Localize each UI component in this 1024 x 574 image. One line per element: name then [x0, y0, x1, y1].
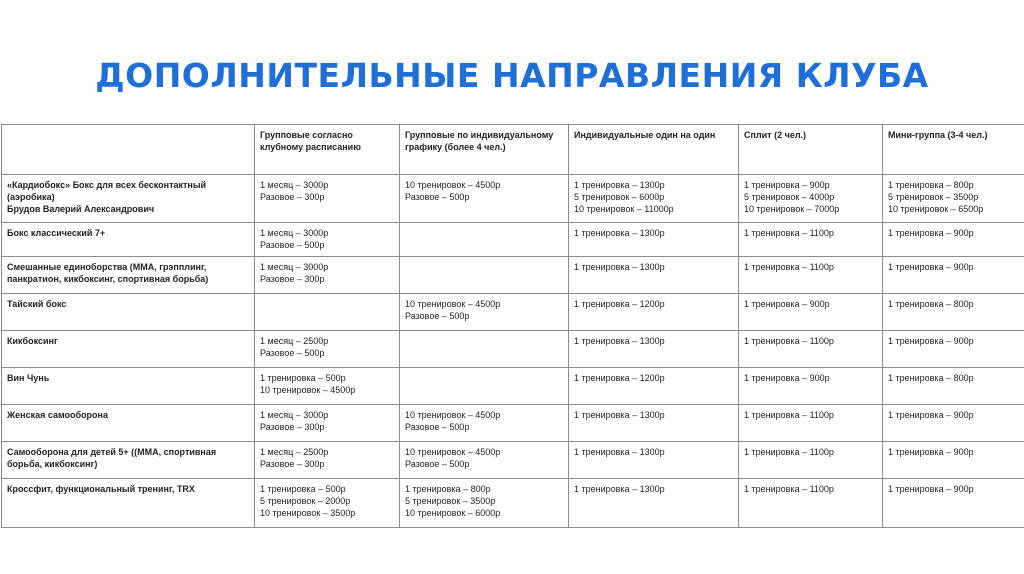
direction-name-line: Кикбоксинг: [7, 336, 58, 346]
price-line: 1 тренировка – 900р: [744, 299, 830, 309]
price-line: 1 тренировка – 1300р: [574, 180, 665, 190]
table-row: [2, 442, 1024, 479]
price-line: Разовое – 500р: [405, 422, 470, 432]
price-line: 1 тренировка – 900р: [888, 410, 974, 420]
header-cell: Индивидуальные один на один: [569, 125, 739, 175]
direction-name-line: Тайский бокс: [7, 299, 67, 309]
table-row: [2, 175, 1024, 223]
price-line: 10 тренировок – 4500р: [260, 385, 356, 395]
direction-name-cell: [2, 294, 255, 331]
table-row: [2, 331, 1024, 368]
price-line: 10 тренировок – 7000р: [744, 204, 840, 214]
price-cell: [739, 223, 883, 257]
price-line: 1 тренировка – 1100р: [744, 410, 834, 420]
direction-name-line: Кроссфит, функциональный тренинг, TRX: [7, 484, 195, 494]
price-cell: [739, 442, 883, 479]
price-cell: [255, 331, 400, 368]
price-line: 1 тренировка – 1100р: [744, 336, 834, 346]
price-cell: [400, 405, 569, 442]
price-cell: [255, 442, 400, 479]
price-line: 5 тренировок – 6000р: [574, 192, 665, 202]
header-cell: [2, 125, 255, 175]
price-line: 1 тренировка – 500р: [260, 373, 346, 383]
price-line: Разовое – 300р: [260, 459, 325, 469]
price-line: 10 тренировок – 6000р: [405, 508, 501, 518]
price-line: 10 тренировок – 4500р: [405, 447, 501, 457]
price-line: 1 тренировка – 1300р: [574, 262, 665, 272]
direction-name-cell: [2, 405, 255, 442]
price-line: 1 месяц – 3000р: [260, 262, 329, 272]
price-cell: [569, 405, 739, 442]
price-line: Разовое – 300р: [260, 422, 325, 432]
direction-name-cell: [2, 442, 255, 479]
table-row: [2, 294, 1024, 331]
direction-name-line: «Кардиобокс» Бокс для всех бесконтактный (аэробика): [7, 180, 207, 202]
table-row: [2, 479, 1024, 528]
header-cell: Мини-группа (3-4 чел.): [883, 125, 1024, 175]
header-cell: Сплит (2 чел.): [739, 125, 883, 175]
price-cell: [739, 479, 883, 528]
price-line: Разовое – 500р: [405, 192, 470, 202]
price-cell: [400, 442, 569, 479]
price-line: 1 тренировка – 1200р: [574, 299, 665, 309]
price-line: 10 тренировок – 3500р: [260, 508, 356, 518]
price-cell: [883, 175, 1024, 223]
price-line: 10 тренировок – 4500р: [405, 299, 501, 309]
price-line: 5 тренировок – 2000р: [260, 496, 351, 506]
direction-name-cell: [2, 257, 255, 294]
price-cell: [883, 442, 1024, 479]
price-line: Разовое – 300р: [260, 274, 325, 284]
price-cell: [739, 294, 883, 331]
price-cell: [569, 223, 739, 257]
price-cell: [255, 257, 400, 294]
price-line: 1 тренировка – 1300р: [574, 447, 665, 457]
table-row: [2, 223, 1024, 257]
direction-name-line: Вин Чунь: [7, 373, 50, 383]
price-line: 5 тренировок – 3500р: [405, 496, 496, 506]
price-cell: [883, 479, 1024, 528]
price-cell: [883, 368, 1024, 405]
price-cell: [400, 368, 569, 405]
price-line: 1 тренировка – 900р: [888, 447, 974, 457]
page-title: ДОПОЛНИТЕЛЬНЫЕ НАПРАВЛЕНИЯ КЛУБА: [95, 56, 929, 95]
price-line: 1 тренировка – 800р: [888, 180, 974, 190]
price-line: 1 тренировка – 900р: [744, 373, 830, 383]
direction-name-cell: [2, 175, 255, 223]
price-cell: [255, 479, 400, 528]
price-line: 1 месяц – 2500р: [260, 447, 329, 457]
direction-name-line: Смешанные единоборства (ММА, грэпплинг, панкратион, кикбоксинг, спортивная борьба): [7, 262, 209, 284]
header-cell: Групповые согласно клубному расписанию: [255, 125, 400, 175]
price-line: 1 тренировка – 1200р: [574, 373, 665, 383]
table-row: [2, 257, 1024, 294]
price-line: 1 тренировка – 1300р: [574, 410, 665, 420]
price-line: 1 месяц – 3000р: [260, 180, 329, 190]
price-cell: [883, 223, 1024, 257]
direction-name-cell: [2, 331, 255, 368]
price-cell: [883, 257, 1024, 294]
price-cell: [569, 257, 739, 294]
table-row: [2, 405, 1024, 442]
price-cell: [569, 479, 739, 528]
price-line: 1 тренировка – 1100р: [744, 447, 834, 457]
direction-name-line: Женская самооборона: [7, 410, 108, 420]
price-cell: [569, 368, 739, 405]
price-line: Разовое – 500р: [405, 311, 470, 321]
price-line: 1 тренировка – 900р: [888, 262, 974, 272]
header-cell: Групповые по индивидуальному графику (более 4 чел.): [400, 125, 569, 175]
price-line: 5 тренировок – 4000р: [744, 192, 835, 202]
price-cell: [739, 257, 883, 294]
price-cell: [569, 442, 739, 479]
price-line: 10 тренировок – 6500р: [888, 204, 984, 214]
price-line: 1 тренировка – 1300р: [574, 336, 665, 346]
price-line: 1 тренировка – 1100р: [744, 262, 834, 272]
direction-name-cell: [2, 223, 255, 257]
price-cell: [739, 368, 883, 405]
price-cell: [569, 294, 739, 331]
price-line: 1 месяц – 2500р: [260, 336, 329, 346]
price-line: 10 тренировок – 11000р: [574, 204, 674, 214]
table-body: [2, 175, 1024, 528]
price-line: 1 тренировка – 1300р: [574, 228, 665, 238]
price-cell: [883, 331, 1024, 368]
price-cell: [400, 331, 569, 368]
price-cell: [400, 175, 569, 223]
price-cell: [255, 223, 400, 257]
price-cell: [255, 368, 400, 405]
price-line: 1 тренировка – 800р: [405, 484, 491, 494]
price-cell: [255, 294, 400, 331]
price-line: 1 тренировка – 1100р: [744, 484, 834, 494]
table-header-row: [2, 125, 1024, 175]
direction-name-line: Брудов Валерий Александрович: [7, 204, 155, 214]
price-cell: [400, 294, 569, 331]
direction-name-line: Бокс классический 7+: [7, 228, 106, 238]
price-line: 1 тренировка – 900р: [888, 336, 974, 346]
price-table: [1, 124, 1024, 528]
price-line: 1 тренировка – 900р: [744, 180, 830, 190]
price-line: 1 тренировка – 900р: [888, 484, 974, 494]
price-cell: [569, 331, 739, 368]
price-line: 1 тренировка – 800р: [888, 373, 974, 383]
price-line: 1 тренировка – 1300р: [574, 484, 665, 494]
price-line: Разовое – 500р: [405, 459, 470, 469]
direction-name-cell: [2, 368, 255, 405]
price-cell: [739, 175, 883, 223]
price-cell: [883, 405, 1024, 442]
price-line: 1 тренировка – 800р: [888, 299, 974, 309]
price-line: 10 тренировок – 4500р: [405, 180, 501, 190]
direction-name-line: Самооборона для детей 5+ ((ММА, спортивная борьба, кикбоксинг): [7, 447, 217, 469]
price-line: 1 тренировка – 900р: [888, 228, 974, 238]
price-line: Разовое – 500р: [260, 240, 325, 250]
price-cell: [255, 405, 400, 442]
price-line: 10 тренировок – 4500р: [405, 410, 501, 420]
price-line: Разовое – 500р: [260, 348, 325, 358]
price-line: 1 месяц – 3000р: [260, 228, 329, 238]
price-cell: [739, 405, 883, 442]
price-line: 1 месяц – 3000р: [260, 410, 329, 420]
price-cell: [883, 294, 1024, 331]
direction-name-cell: [2, 479, 255, 528]
price-line: 5 тренировок – 3500р: [888, 192, 979, 202]
price-cell: [255, 175, 400, 223]
price-line: 1 тренировка – 1100р: [744, 228, 834, 238]
price-cell: [400, 223, 569, 257]
price-line: 1 тренировка – 500р: [260, 484, 346, 494]
table-row: [2, 368, 1024, 405]
price-cell: [739, 331, 883, 368]
price-cell: [569, 175, 739, 223]
price-line: Разовое – 300р: [260, 192, 325, 202]
price-cell: [400, 257, 569, 294]
price-cell: [400, 479, 569, 528]
